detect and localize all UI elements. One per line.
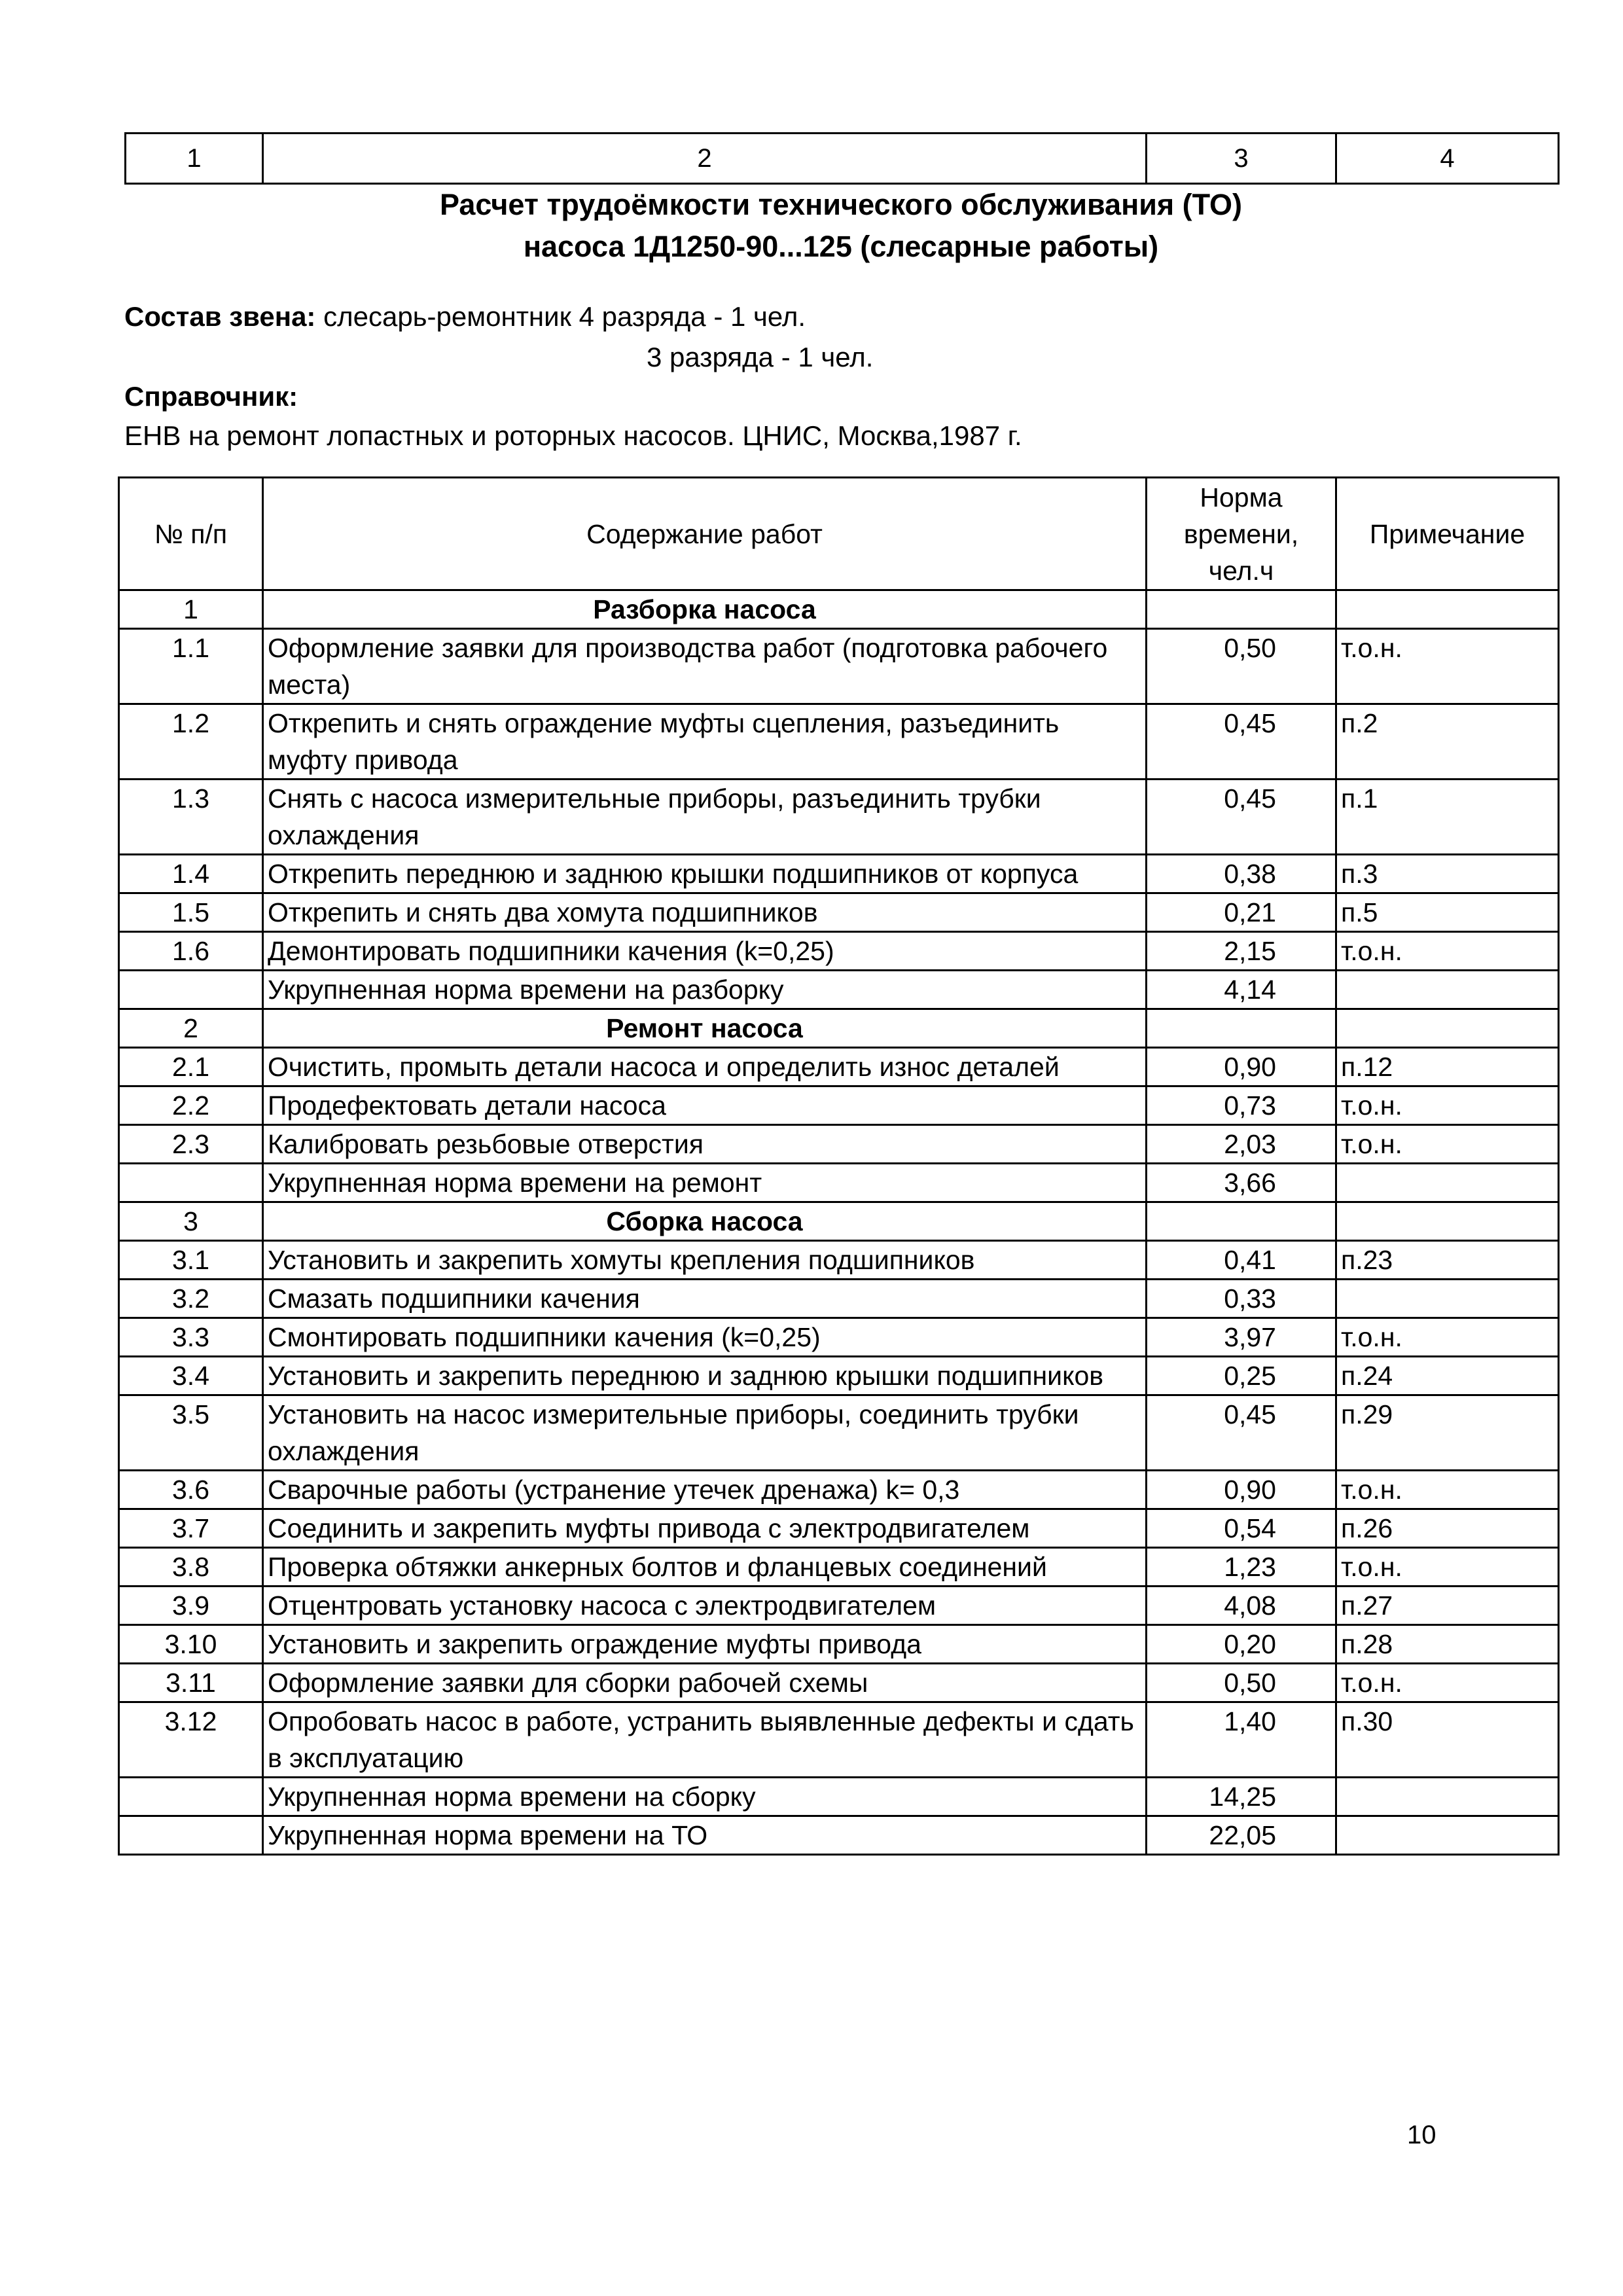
row-content: Смазать подшипники качения: [263, 1280, 1147, 1318]
row-note: п.23: [1336, 1241, 1559, 1280]
row-content: Соединить и закрепить муфты привода с электродвигателем: [263, 1509, 1147, 1548]
table-row: [119, 1164, 1559, 1202]
row-note: т.о.н.: [1336, 932, 1559, 971]
row-number: [119, 1778, 263, 1816]
row-content: Укрупненная норма времени на ТО: [263, 1816, 1147, 1855]
row-note: [1336, 971, 1559, 1009]
row-note: т.о.н.: [1336, 1086, 1559, 1125]
table-row: [119, 971, 1559, 1009]
row-number: 3.1: [119, 1241, 263, 1280]
row-number: 3.11: [119, 1664, 263, 1702]
row-norm-value: 0,54: [1147, 1509, 1336, 1548]
table-row: [119, 1816, 1559, 1855]
row-content: Опробовать насос в работе, устранить выявленные дефекты и сдать в эксплуатацию: [263, 1702, 1147, 1778]
table-row: [119, 1357, 1559, 1395]
reference-text: ЕНВ на ремонт лопастных и роторных насосов. ЦНИС, Москва,1987 г.: [124, 420, 1022, 451]
row-number: 1: [119, 590, 263, 629]
labor-norm-table: [118, 476, 1560, 1856]
table-row: [119, 704, 1559, 780]
row-number: 1.1: [119, 629, 263, 704]
row-number: 3: [119, 1202, 263, 1241]
row-norm-value: 0,45: [1147, 704, 1336, 780]
row-norm-value: 0,50: [1147, 1664, 1336, 1702]
table-row: [119, 932, 1559, 971]
row-number: 3.10: [119, 1625, 263, 1664]
row-number: 3.3: [119, 1318, 263, 1357]
row-note: т.о.н.: [1336, 1471, 1559, 1509]
row-norm-value: 0,20: [1147, 1625, 1336, 1664]
table-row: [119, 1509, 1559, 1548]
table-row: [119, 1395, 1559, 1471]
row-content: Установить и закрепить ограждение муфты привода: [263, 1625, 1147, 1664]
row-note: т.о.н.: [1336, 629, 1559, 704]
row-note: п.1: [1336, 780, 1559, 855]
section-row: [119, 590, 1559, 629]
row-content: Укрупненная норма времени на разборку: [263, 971, 1147, 1009]
row-content: Смонтировать подшипники качения (k=0,25): [263, 1318, 1147, 1357]
table-row: [119, 1625, 1559, 1664]
row-norm-value: 0,41: [1147, 1241, 1336, 1280]
row-content: Укрупненная норма времени на сборку: [263, 1778, 1147, 1816]
column-number: 3: [1147, 134, 1336, 184]
row-note: п.3: [1336, 855, 1559, 893]
row-norm-value: 0,25: [1147, 1357, 1336, 1395]
row-note: п.28: [1336, 1625, 1559, 1664]
row-norm-value: 0,50: [1147, 629, 1336, 704]
document-title-line1: Расчет трудоёмкости технического обслуживания (ТО): [439, 188, 1243, 221]
section-row: [119, 1009, 1559, 1048]
table-row: [119, 1702, 1559, 1778]
row-norm-value: 22,05: [1147, 1816, 1336, 1855]
row-norm-value: 14,25: [1147, 1778, 1336, 1816]
row-norm-value: 4,08: [1147, 1587, 1336, 1625]
table-row: [119, 1587, 1559, 1625]
row-note: [1336, 1202, 1559, 1241]
row-number: 2.1: [119, 1048, 263, 1086]
row-content: Установить и закрепить хомуты крепления подшипников: [263, 1241, 1147, 1280]
row-content: Проверка обтяжки анкерных болтов и фланцевых соединений: [263, 1548, 1147, 1587]
row-norm-value: 0,21: [1147, 893, 1336, 932]
row-number: 2.3: [119, 1125, 263, 1164]
document-title-line2: насоса 1Д1250-90...125 (слесарные работы): [523, 230, 1159, 263]
row-norm-value: [1147, 1009, 1336, 1048]
table-row: [119, 1280, 1559, 1318]
row-number: [119, 971, 263, 1009]
row-norm-value: 0,33: [1147, 1280, 1336, 1318]
row-content: Оформление заявки для сборки рабочей схемы: [263, 1664, 1147, 1702]
header-num: № п/п: [119, 478, 263, 590]
row-number: 3.4: [119, 1357, 263, 1395]
row-norm-value: 0,90: [1147, 1471, 1336, 1509]
row-number: 3.8: [119, 1548, 263, 1587]
row-norm-value: 3,66: [1147, 1164, 1336, 1202]
row-content: Отцентровать установку насоса с электродвигателем: [263, 1587, 1147, 1625]
row-number: [119, 1816, 263, 1855]
row-norm-value: 0,45: [1147, 780, 1336, 855]
row-note: п.12: [1336, 1048, 1559, 1086]
table-row: [119, 1086, 1559, 1125]
table-row: [119, 1664, 1559, 1702]
row-note: [1336, 1816, 1559, 1855]
row-content: Сварочные работы (устранение утечек дренажа) k= 0,3: [263, 1471, 1147, 1509]
crew-line2: 3 разряда - 1 чел.: [647, 342, 874, 372]
table-row: [119, 1048, 1559, 1086]
row-norm-value: [1147, 1202, 1336, 1241]
row-content: Продефектовать детали насоса: [263, 1086, 1147, 1125]
table-row: [119, 1471, 1559, 1509]
row-content: Сборка насоса: [263, 1202, 1147, 1241]
column-number: 1: [126, 134, 263, 184]
row-norm-value: 1,40: [1147, 1702, 1336, 1778]
row-number: 3.2: [119, 1280, 263, 1318]
column-number: 4: [1336, 134, 1559, 184]
table-row: [119, 893, 1559, 932]
row-note: [1336, 1778, 1559, 1816]
row-content: Демонтировать подшипники качения (k=0,25): [263, 932, 1147, 971]
row-note: п.30: [1336, 1702, 1559, 1778]
row-norm-value: 4,14: [1147, 971, 1336, 1009]
row-content: Разборка насоса: [263, 590, 1147, 629]
row-note: [1336, 590, 1559, 629]
table-row: [119, 855, 1559, 893]
table-row: [119, 1548, 1559, 1587]
row-content: Ремонт насоса: [263, 1009, 1147, 1048]
row-number: 1.2: [119, 704, 263, 780]
row-norm-value: 0,38: [1147, 855, 1336, 893]
header-norm: Норма времени, чел.ч: [1147, 478, 1336, 590]
row-number: [119, 1164, 263, 1202]
row-content: Открепить и снять два хомута подшипников: [263, 893, 1147, 932]
header-content: Содержание работ: [263, 478, 1147, 590]
row-content: Оформление заявки для производства работ (подготовка рабочего места): [263, 629, 1147, 704]
table-row: [119, 1241, 1559, 1280]
table-row: [119, 1125, 1559, 1164]
table-row: [119, 629, 1559, 704]
page-number: 10: [1407, 2121, 1436, 2149]
row-content: Укрупненная норма времени на ремонт: [263, 1164, 1147, 1202]
row-note: п.5: [1336, 893, 1559, 932]
row-norm-value: 3,97: [1147, 1318, 1336, 1357]
section-row: [119, 1202, 1559, 1241]
row-number: 1.4: [119, 855, 263, 893]
crew-label: Состав звена:: [124, 301, 316, 332]
row-norm-value: 2,03: [1147, 1125, 1336, 1164]
row-number: 1.3: [119, 780, 263, 855]
header-note: Примечание: [1336, 478, 1559, 590]
row-note: [1336, 1009, 1559, 1048]
row-content: Открепить переднюю и заднюю крышки подшипников от корпуса: [263, 855, 1147, 893]
row-number: 2.2: [119, 1086, 263, 1125]
table-row: [119, 1778, 1559, 1816]
row-number: 1.6: [119, 932, 263, 971]
row-norm-value: [1147, 590, 1336, 629]
column-number-strip: [124, 132, 1560, 185]
row-norm-value: 0,45: [1147, 1395, 1336, 1471]
row-note: п.26: [1336, 1509, 1559, 1548]
row-norm-value: 0,73: [1147, 1086, 1336, 1125]
crew-line1: слесарь-ремонтник 4 разряда - 1 чел.: [323, 301, 806, 332]
column-number: 2: [263, 134, 1147, 184]
row-note: п.29: [1336, 1395, 1559, 1471]
row-note: т.о.н.: [1336, 1318, 1559, 1357]
row-content: Снять с насоса измерительные приборы, разъединить трубки охлаждения: [263, 780, 1147, 855]
row-number: 3.9: [119, 1587, 263, 1625]
row-note: п.24: [1336, 1357, 1559, 1395]
row-note: [1336, 1164, 1559, 1202]
row-number: 3.6: [119, 1471, 263, 1509]
row-norm-value: 1,23: [1147, 1548, 1336, 1587]
row-number: 2: [119, 1009, 263, 1048]
row-note: т.о.н.: [1336, 1548, 1559, 1587]
row-number: 3.7: [119, 1509, 263, 1548]
row-number: 3.12: [119, 1702, 263, 1778]
table-row: [119, 780, 1559, 855]
row-content: Очистить, промыть детали насоса и определить износ деталей: [263, 1048, 1147, 1086]
row-norm-value: 0,90: [1147, 1048, 1336, 1086]
table-header-row: [119, 478, 1559, 590]
row-norm-value: 2,15: [1147, 932, 1336, 971]
row-note: п.27: [1336, 1587, 1559, 1625]
row-note: т.о.н.: [1336, 1664, 1559, 1702]
crew-composition: [124, 298, 806, 335]
table-row: [119, 1318, 1559, 1357]
row-note: т.о.н.: [1336, 1125, 1559, 1164]
row-note: [1336, 1280, 1559, 1318]
row-note: п.2: [1336, 704, 1559, 780]
row-content: Установить на насос измерительные приборы, соединить трубки охлаждения: [263, 1395, 1147, 1471]
reference-label: Справочник:: [124, 381, 298, 412]
row-content: Установить и закрепить переднюю и заднюю крышки подшипников: [263, 1357, 1147, 1395]
row-number: 1.5: [119, 893, 263, 932]
row-content: Калибровать резьбовые отверстия: [263, 1125, 1147, 1164]
row-content: Открепить и снять ограждение муфты сцепления, разъединить муфту привода: [263, 704, 1147, 780]
row-number: 3.5: [119, 1395, 263, 1471]
